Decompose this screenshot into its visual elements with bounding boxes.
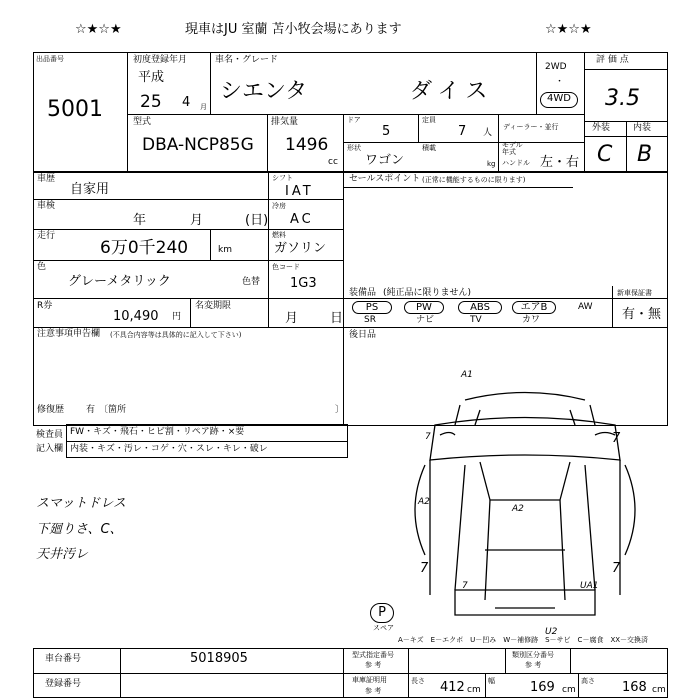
shift-label: シフト <box>272 174 293 182</box>
new-car-warranty-label: 新車保証書 <box>617 289 652 297</box>
load-unit: kg <box>487 160 496 168</box>
height-value: 168 <box>622 680 647 695</box>
type-approval-label: 型式指定番号 <box>352 651 394 659</box>
mark-a2-center: A2 <box>512 504 524 514</box>
score-value: 3.5 <box>605 86 640 111</box>
repair-value: 有 <box>86 405 96 415</box>
notes-label: 注意事項申告欄 <box>37 329 101 339</box>
handwritten-note-2: 下廻りさ、C、 <box>36 522 123 537</box>
mark-ua1: UA1 <box>580 581 599 591</box>
spare-label: スペア <box>373 624 394 632</box>
car-name-label: 車名・グレード <box>215 55 279 65</box>
mark-a1: A1 <box>461 370 473 380</box>
mileage-unit: km <box>218 245 232 255</box>
capacity-value: 7 <box>458 124 467 139</box>
equipment-tv: TV <box>470 315 482 325</box>
fuel-label: 燃料 <box>272 231 286 239</box>
equipment-leather: カワ <box>522 315 541 325</box>
width-unit: cm <box>562 685 576 695</box>
mark-u-left: 7 <box>462 581 468 591</box>
length-unit: cm <box>467 685 481 695</box>
recycle-unit: 円 <box>172 312 182 322</box>
cert-label: 車庫証明用 <box>352 676 387 684</box>
equipment-aw: AW <box>578 302 593 312</box>
model-label: 型式 <box>133 117 152 127</box>
sales-point-label: セールスポイント <box>349 174 421 184</box>
handle-value: 左・右 <box>540 155 580 170</box>
dealer-label: ディーラー・並行 <box>503 123 559 131</box>
mileage-label: 走行 <box>37 231 56 241</box>
mark-seven-left-bottom: 7 <box>420 561 429 576</box>
warranty-month: 月 <box>285 311 299 326</box>
inspector-row1: FW・キズ・飛石・ヒビ割・リペア跡・×要 <box>70 427 245 437</box>
class-number-label: 類別区分番号 <box>512 651 554 659</box>
registration-era: 平成 <box>138 70 165 85</box>
drive-4wd: 4WD <box>540 92 578 108</box>
vehicle-info-block <box>33 52 668 172</box>
height-label: 高さ <box>581 677 595 685</box>
drive-dot: ・ <box>555 77 565 87</box>
color-code-value: 1G3 <box>290 276 317 291</box>
displacement-label: 排気量 <box>271 117 299 127</box>
body-shape-label: 形状 <box>347 144 361 152</box>
body-shape-value: ワゴン <box>365 153 405 168</box>
repair-label: 修復歴 <box>37 405 65 415</box>
aircon-value: AC <box>290 212 314 227</box>
displacement-value: 1496 <box>285 135 329 155</box>
damage-legend: A－キズ E－エクボ U－凹み W－補修跡 S－サビ C－腐食 XX－交換済 <box>398 636 649 644</box>
inspector-label2: 記入欄 <box>36 444 64 454</box>
exterior-value: C <box>597 142 613 167</box>
drive-2wd: 2WD <box>545 62 567 72</box>
recycle-value: 10,490 <box>113 309 159 324</box>
doors-value: 5 <box>382 124 391 139</box>
inspection-year: 年 <box>133 213 147 228</box>
doors-label: ドア <box>347 116 361 124</box>
displacement-unit: cc <box>328 157 338 167</box>
score-label: 評 価 点 <box>596 55 629 65</box>
capacity-label: 定員 <box>422 116 436 124</box>
inspector-row2: 内装・キズ・汚レ・コゲ・穴・スレ・キレ・破レ <box>70 444 268 454</box>
car-damage-diagram <box>395 380 665 640</box>
handle-label: ハンドル <box>502 159 530 167</box>
equipment-pw: PW <box>404 301 444 314</box>
equipment-navi: ナビ <box>416 315 435 325</box>
equipment-ps: PS <box>352 301 392 314</box>
load-label: 積載 <box>422 144 436 152</box>
registration-month: 4 <box>182 95 191 110</box>
color-label: 色 <box>37 262 47 272</box>
mark-a2-left: A2 <box>418 497 430 507</box>
aircon-label: 冷房 <box>272 202 286 210</box>
class-number-sub: 参 考 <box>525 661 542 669</box>
cert-sub: 参 考 <box>365 687 382 695</box>
fuel-value: ガソリン <box>274 241 327 256</box>
warranty-day: 日 <box>330 311 344 326</box>
inspection-label: 車検 <box>37 201 56 211</box>
type-approval-sub: 参 考 <box>365 661 382 669</box>
car-name: シエンタ <box>220 79 308 104</box>
mark-seven-right-top: 7 <box>612 431 621 446</box>
mark-7: 7 <box>425 432 431 442</box>
registration-label: 初度登録年月 <box>133 55 188 65</box>
spare-tire-mark: P <box>370 603 394 623</box>
model-year-label1: モデル <box>502 141 523 149</box>
width-label: 幅 <box>488 677 495 685</box>
interior-label: 内装 <box>633 123 652 133</box>
length-value: 412 <box>440 680 465 695</box>
repair-bracket-close: 〕 <box>335 405 345 415</box>
exterior-label: 外装 <box>592 123 611 133</box>
inspection-day: (日) <box>245 213 269 228</box>
mark-u2: U2 <box>545 627 558 637</box>
capacity-unit: 人 <box>483 128 493 138</box>
sales-point-note: (正常に機能するものに限ります) <box>422 176 526 184</box>
reg-number-label: 登録番号 <box>45 679 82 689</box>
car-grade: ダイス <box>410 79 494 104</box>
handwritten-note-1: スマットドレス <box>36 496 126 511</box>
length-label: 長さ <box>411 677 425 685</box>
history-value: 自家用 <box>70 182 110 197</box>
model-value: DBA-NCP85G <box>142 135 254 155</box>
equipment-abs: ABS <box>458 301 502 314</box>
shift-value: IAT <box>285 184 314 199</box>
equipment-airbag: エアB <box>512 301 556 314</box>
height-unit: cm <box>652 685 666 695</box>
chassis-label: 車台番号 <box>45 654 82 664</box>
stars-left: ☆★☆★ <box>75 22 122 37</box>
handwritten-note-3: 天井汚レ <box>36 547 89 562</box>
chassis-value: 5018905 <box>190 651 248 666</box>
warranty-label: 名変期限 <box>195 301 232 311</box>
location-notice: 現車はJU 室蘭 苫小牧会場にあります <box>185 22 402 37</box>
registration-year: 25 <box>140 92 162 112</box>
lot-number: 5001 <box>47 97 103 122</box>
recycle-label: R券 <box>37 301 53 311</box>
inspector-label1: 検査員 <box>36 430 64 440</box>
history-label: 車歴 <box>37 174 56 184</box>
repair-bracket-open: 〔箇所 <box>99 405 127 415</box>
lot-label: 出品番号 <box>36 55 64 63</box>
color-value: グレーメタリック <box>68 274 171 289</box>
mileage-value: 6万0千240 <box>100 238 189 258</box>
stars-right: ☆★☆★ <box>545 22 592 37</box>
inspection-month: 月 <box>190 213 204 228</box>
interior-value: B <box>637 142 653 167</box>
equipment-note: (純正品に限りません) <box>383 288 472 298</box>
new-car-warranty-value: 有・無 <box>622 307 662 322</box>
registration-month-unit: 月 <box>200 103 207 111</box>
color-change-label: 色替 <box>242 277 261 287</box>
notes-note: (不具合内容等は具体的に記入して下さい) <box>110 331 242 339</box>
model-year-label2: 年式 <box>502 148 516 156</box>
color-code-label: 色コード <box>272 263 300 271</box>
equipment-label: 装備品 <box>349 288 377 298</box>
equipment-sr: SR <box>364 315 376 325</box>
mark-seven-right-bottom: 7 <box>612 561 621 576</box>
aftermarket-label: 後日品 <box>349 330 377 340</box>
width-value: 169 <box>530 680 555 695</box>
